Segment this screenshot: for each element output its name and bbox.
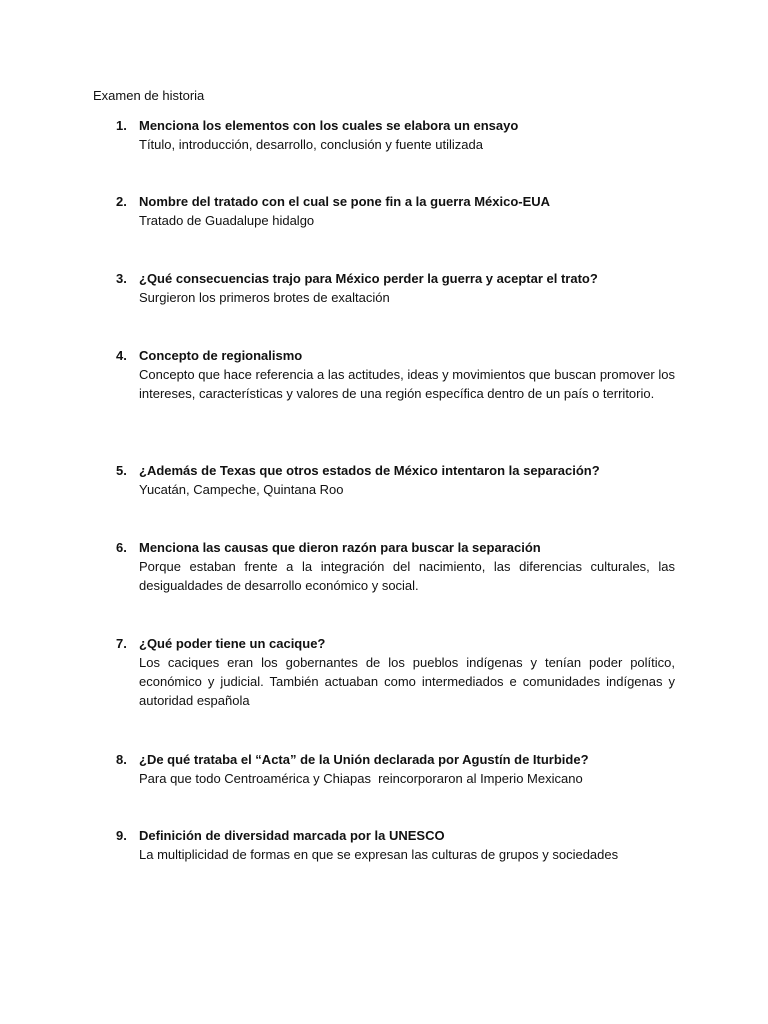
question-line [116,750,675,769]
question-item-5 [116,461,675,499]
question-line [116,826,675,845]
question-item-1 [116,116,675,154]
question-text: Concepto de regionalismo [139,348,303,363]
document-title: Examen de historia [93,88,205,103]
question-item-7 [116,634,675,710]
question-text: Menciona los elementos con los cuales se elabora un ensayo [139,118,519,133]
question-item-2 [116,192,675,230]
question-number: 3. [116,271,127,286]
question-text: ¿Qué poder tiene un cacique? [139,636,326,651]
question-number: 4. [116,348,127,363]
answer-text: Tratado de Guadalupe hidalgo [139,213,315,228]
answer-text: Los caciques eran los gobernantes de los pueblos indígenas y tenían poder político, económico y judicial. También actuaban como intermediados e comunidades indígenas y autoridad española [139,655,675,708]
question-text: Menciona las causas que dieron razón para buscar la separación [139,540,541,555]
question-number: 7. [116,636,127,651]
question-item-8 [116,750,675,788]
question-number: 2. [116,194,127,209]
answer-text: Para que todo Centroamérica y Chiapas reincorporaron al Imperio Mexicano [139,771,583,786]
question-text: ¿Qué consecuencias trajo para México perder la guerra y aceptar el trato? [139,271,598,286]
question-number: 8. [116,752,127,767]
question-line [116,634,675,653]
question-item-9 [116,826,675,864]
question-item-6 [116,538,675,595]
answer-text: Concepto que hace referencia a las actitudes, ideas y movimientos que buscan promover los intereses, características y valores de una región específica dentro de un país o territorio. [139,367,675,401]
question-line [116,116,675,135]
answer-text: Surgieron los primeros brotes de exaltación [139,290,390,305]
question-number: 6. [116,540,127,555]
question-line [116,461,675,480]
question-text: ¿Además de Texas que otros estados de México intentaron la separación? [139,463,600,478]
question-item-4 [116,346,675,403]
question-line [116,346,675,365]
question-line [116,269,675,288]
question-text: Nombre del tratado con el cual se pone fin a la guerra México-EUA [139,194,551,209]
question-number: 9. [116,828,127,843]
answer-text: La multiplicidad de formas en que se expresan las culturas de grupos y sociedades [139,847,619,862]
answer-text: Porque estaban frente a la integración del nacimiento, las diferencias culturales, las desigualdades de desarrollo económico y social. [139,559,675,593]
question-text: ¿De qué trataba el “Acta” de la Unión declarada por Agustín de Iturbide? [139,752,589,767]
question-line [116,538,675,557]
question-text: Definición de diversidad marcada por la UNESCO [139,828,445,843]
answer-text: Yucatán, Campeche, Quintana Roo [139,482,344,497]
question-item-3 [116,269,675,307]
question-number: 5. [116,463,127,478]
question-line [116,192,675,211]
question-number: 1. [116,118,127,133]
answer-text: Título, introducción, desarrollo, conclusión y fuente utilizada [139,137,483,152]
